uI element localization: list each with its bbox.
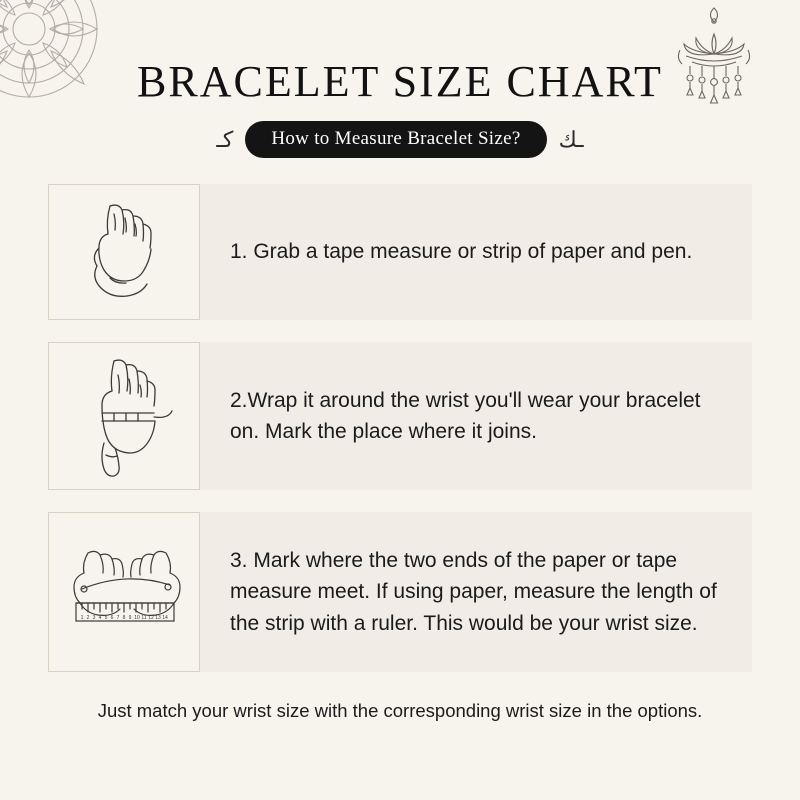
list-item: [48, 342, 752, 490]
svg-text:2: 2: [86, 615, 90, 621]
subtitle-row: [0, 121, 800, 158]
svg-text:6: 6: [110, 615, 114, 621]
svg-text:10: 10: [134, 615, 140, 621]
svg-text:13: 13: [155, 615, 161, 621]
svg-text:5: 5: [104, 615, 108, 621]
footer-note: Just match your wrist size with the corresponding wrist size in the options.: [97, 700, 703, 721]
svg-text:9: 9: [128, 615, 132, 621]
svg-text:1: 1: [80, 615, 84, 621]
fist-with-tape-icon: [64, 192, 184, 312]
svg-text:12: 12: [148, 615, 154, 621]
page-title: BRACELET SIZE CHART: [137, 57, 663, 106]
subtitle-pill: How to Measure Bracelet Size?: [245, 121, 546, 158]
step-2-image: [48, 342, 200, 490]
step-1-text: 1. Grab a tape measure or strip of paper and pen.: [230, 240, 693, 264]
svg-text:7: 7: [116, 615, 120, 621]
flourish-right-icon: ـك: [558, 126, 584, 152]
step-3-text: 3. Mark where the two ends of the paper or tape measure meet. If using paper, measure the length of the strip with a ruler. This would be your wrist size.: [230, 548, 717, 635]
svg-text:4: 4: [98, 615, 102, 621]
hands-measuring-ruler-icon: [54, 527, 194, 657]
step-1-image: [48, 184, 200, 320]
svg-text:11: 11: [141, 615, 147, 621]
step-2-text: 2.Wrap it around the wrist you'll wear your bracelet on. Mark the place where it joins.: [230, 388, 701, 443]
list-item: [48, 184, 752, 320]
steps-list: [0, 184, 800, 672]
list-item: [48, 512, 752, 672]
step-3-image: [48, 512, 200, 672]
flourish-left-icon: كـ: [216, 126, 234, 152]
svg-text:3: 3: [92, 615, 96, 621]
hand-wrapping-tape-icon: [62, 351, 186, 481]
svg-text:8: 8: [122, 615, 126, 621]
svg-text:14: 14: [162, 615, 168, 621]
